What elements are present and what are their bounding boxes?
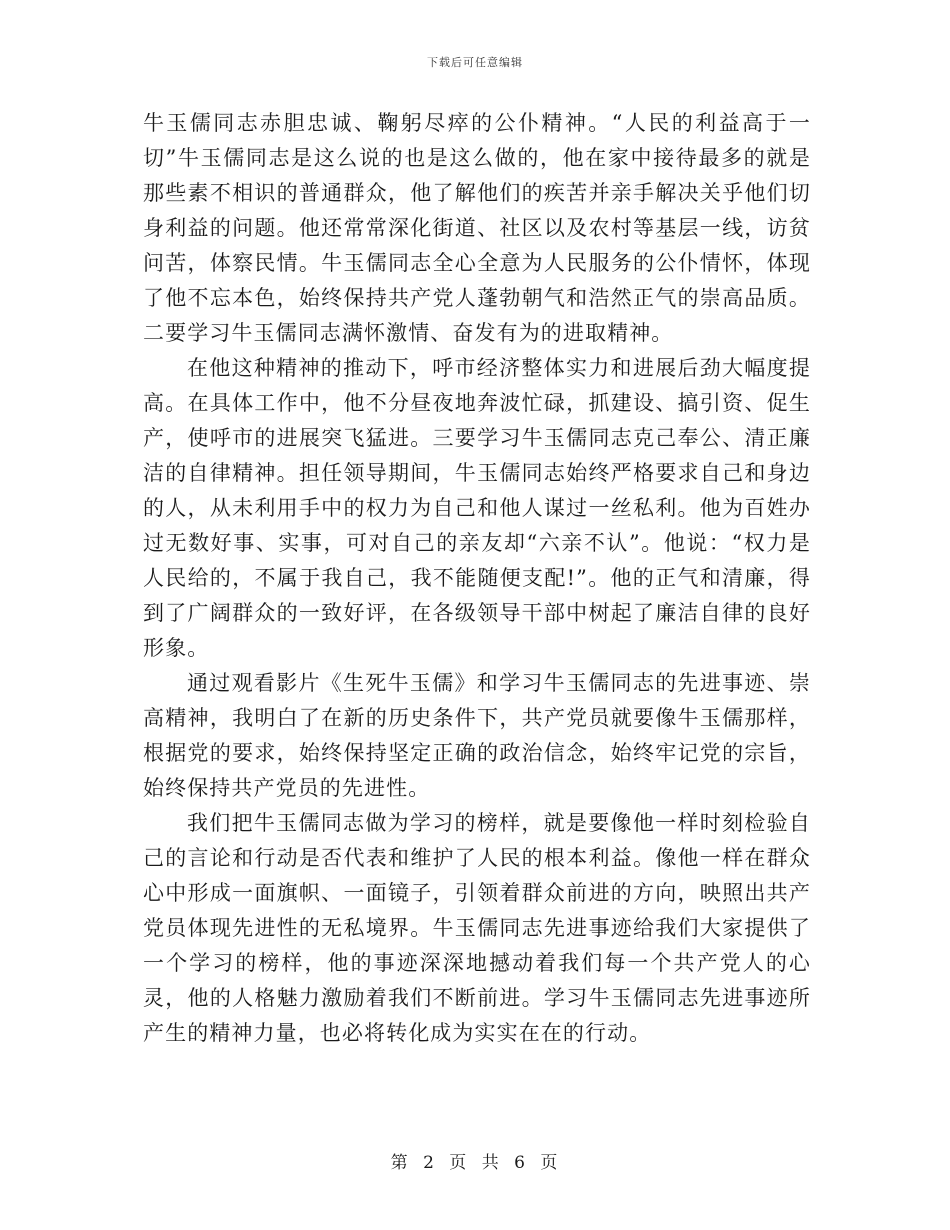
page-header-note: 下载后可任意编辑: [427, 56, 523, 69]
paragraph-2: 在他这种精神的推动下，呼市经济整体实力和进展后劲大幅度提高。在具体工作中，他不分昼夜地奔波忙碌，抓建设、搞引资、促生产，使呼市的进展突飞猛进。三要学习牛玉儒同志克己奉公、清正廉洁的自律精神。担任领导期间，牛玉儒同志始终严格要求自己和身边的人，从未利用手中的权力为自己和他人谋过一丝私利。他为百姓办过无数好事、实事，可对自己的亲友却“六亲不认”。他说：“权力是人民给的，不属于我自己，我不能随便支配!”。他的正气和清廉，得到了广阔群众的一致好评，在各级领导干部中树起了廉洁自律的良好形象。: [143, 356, 811, 660]
paragraph-4: 我们把牛玉儒同志做为学习的榜样，就是要像他一样时刻检验自己的言论和行动是否代表和维护了人民的根本利益。像他一样在群众心中形成一面旗帜、一面镜子，引领着群众前进的方向，映照出共产党员体现先进性的无私境界。牛玉儒同志先进事迹给我们大家提供了一个学习的榜样，他的事迹深深地撼动着我们每一个共产党人的心灵，他的人格魅力激励着我们不断前进。学习牛玉儒同志先进事迹所产生的精神力量，也必将转化成为实实在在的行动。: [143, 811, 811, 1045]
paragraph-1: 牛玉儒同志赤胆忠诚、鞠躬尽瘁的公仆精神。“人民的利益高于一切”牛玉儒同志是这么说的也是这么做的，他在家中接待最多的就是那些素不相识的普通群众，他了解他们的疾苦并亲手解决关乎他们切身利益的问题。他还常常深化街道、社区以及农村等基层一线，访贫问苦，体察民情。牛玉儒同志全心全意为人民服务的公仆情怀，体现了他不忘本色，始终保持共产党人蓬勃朝气和浩然正气的崇高品质。二要学习牛玉儒同志满怀激情、奋发有为的进取精神。: [143, 111, 811, 345]
page-number-footer: 第 2 页 共 6 页: [390, 1153, 560, 1173]
paragraph-3: 通过观看影片《生死牛玉儒》和学习牛玉儒同志的先进事迹、崇高精神，我明白了在新的历史条件下，共产党员就要像牛玉儒那样，根据党的要求，始终保持坚定正确的政治信念，始终牢记党的宗旨，始终保持共产党员的先进性。: [143, 671, 811, 800]
document-body: [143, 106, 811, 1051]
